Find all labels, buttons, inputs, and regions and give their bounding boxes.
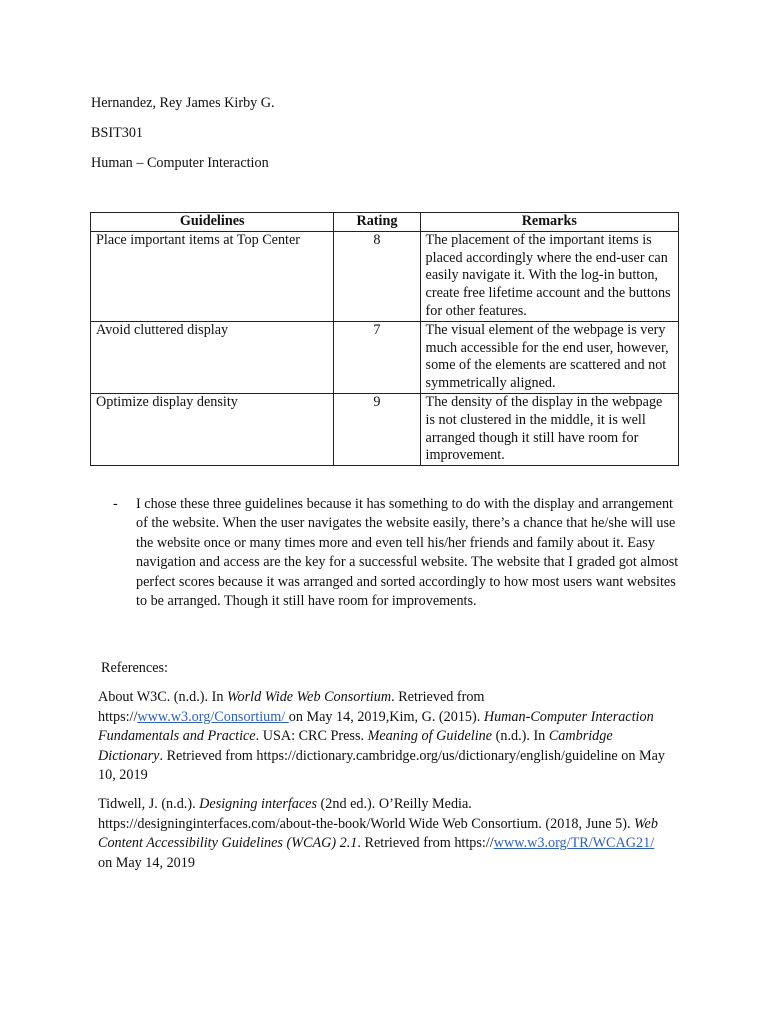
column-header-rating: Rating	[334, 213, 420, 232]
table-row	[91, 321, 679, 393]
reference-entry-2: Tidwell, J. (n.d.). Designing interfaces (2nd ed.). O’Reilly Media. https://designinginterfaces.com/about-the-book/World Wide Web Consortium. (2018, June 5). Web Content Accessibility Guidelines (WCAG) 2.1. Retrieved from https://www.w3.org/TR/WCAG21/ on May 14, 2019	[98, 796, 658, 871]
guideline-cell: Place important items at Top Center	[91, 231, 334, 321]
column-header-guidelines: Guidelines	[91, 213, 334, 232]
rating-cell: 7	[334, 321, 420, 393]
table-header-row	[91, 213, 679, 232]
section-code: BSIT301	[91, 125, 144, 141]
table-row	[91, 231, 679, 321]
justification-paragraph: I chose these three guidelines because it has something to do with the display and arrangement of the website. When the user navigates the website easily, there’s a chance that he/she will use the website once or many times more and even tell his/her friends and family about it. Easy navigation and access are the key for a successful website. The website that I graded got almost perfect scores because it was arranged and sorted accordingly to how most users want websites to be arranged. Though it still have room for improvements.	[136, 496, 679, 610]
remarks-cell: The placement of the important items is placed accordingly where the end-user can easily navigate it. With the log-in button, create free lifetime account and the buttons for other features.	[420, 231, 678, 321]
column-header-remarks: Remarks	[420, 213, 678, 232]
rating-cell: 9	[334, 393, 420, 465]
reference-entry-1: About W3C. (n.d.). In World Wide Web Consortium. Retrieved from https://www.w3.org/Consortium/ on May 14, 2019,Kim, G. (2015). Human-Computer Interaction Fundamentals and Practice. USA: CRC Press. Meaning of Guideline (n.d.). In Cambridge Dictionary. Retrieved from https://dictionary.cambridge.org/us/dictionary/english/guideline on May 10, 2019	[98, 689, 665, 783]
table-row	[91, 393, 679, 465]
rating-cell: 8	[334, 231, 420, 321]
remarks-cell: The visual element of the webpage is very much accessible for the end user, however, some of the elements are scattered and not symmetrically aligned.	[420, 321, 678, 393]
bullet-marker: -	[113, 496, 118, 512]
w3c-consortium-link[interactable]: www.w3.org/Consortium/	[137, 708, 289, 725]
student-name: Hernandez, Rey James Kirby G.	[91, 95, 275, 111]
references-heading: References:	[101, 660, 168, 676]
wcag21-link[interactable]: www.w3.org/TR/WCAG21/	[493, 835, 655, 851]
guidelines-table	[90, 212, 679, 466]
guideline-cell: Optimize display density	[91, 393, 334, 465]
guideline-cell: Avoid cluttered display	[91, 321, 334, 393]
remarks-cell: The density of the display in the webpage is not clustered in the middle, it is well arranged though it still have room for improvement.	[420, 393, 678, 465]
course-title: Human – Computer Interaction	[91, 155, 269, 171]
